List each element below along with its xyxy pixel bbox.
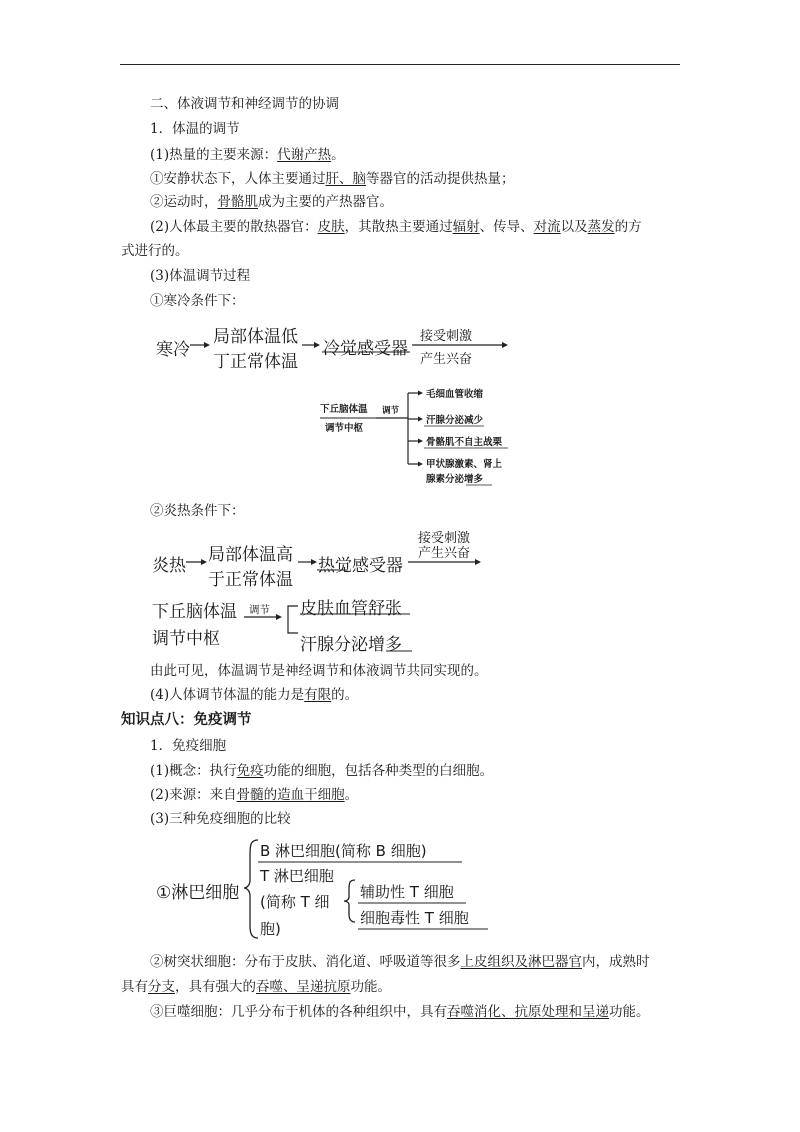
lymphocyte-main: ①淋巴细胞 <box>156 883 240 903</box>
cold-condition-1: 局部体温低 <box>213 327 298 347</box>
heading-temperature: 1．体温的调节 <box>150 121 240 137</box>
hot-start: 炎热 <box>152 556 186 576</box>
paragraph-exercise: ②运动时，骨骼肌成为主要的产热器官。 <box>150 194 393 210</box>
paragraph-dendritic-1: ②树突状细胞：分布于皮肤、消化道、呼吸道等很多上皮组织及淋巴器官内，成熟时 <box>150 954 650 970</box>
hot-condition-2: 于正常体温 <box>208 570 293 590</box>
section-title: 二、体液调节和神经调节的协调 <box>150 96 339 112</box>
paragraph-heat-source: (1)热量的主要来源：代谢产热。 <box>150 147 345 163</box>
cold-condition-label: ①寒冷条件下： <box>150 293 245 309</box>
cold-regulate-label: 调节 <box>382 406 400 416</box>
paragraph-source: (2)来源：来自骨髓的造血干细胞。 <box>150 787 359 803</box>
cold-center-1: 下丘脑体温 <box>320 404 368 415</box>
hot-receptor: 热觉感受器 <box>318 556 403 576</box>
cold-condition-2: 丁正常体温 <box>213 352 298 372</box>
conclusion-text: 由此可见，体温调节是神经调节和体液调节共同实现的。 <box>150 663 488 679</box>
paragraph-heat-loss: (2)人体最主要的散热器官：皮肤，其散热主要通过辐射、传导、对流以及蒸发的方 <box>150 219 642 235</box>
hot-regulate-label: 调节 <box>249 604 270 616</box>
t-cell-label-2: (简称 T 细 <box>260 893 330 911</box>
cold-response-3: 骨骼肌不自主战栗 <box>426 437 503 448</box>
cold-arrow-bottom: 产生兴奋 <box>420 352 473 367</box>
cold-arrow-top: 接受刺激 <box>420 329 473 344</box>
cytotoxic-t-cell: 细胞毒性 T 细胞 <box>360 909 469 927</box>
paragraph-dendritic-2: 具有分支，具有强大的吞噬、呈递抗原功能。 <box>121 979 391 995</box>
paragraph-rest: ①安静状态下，人体主要通过肝、脑等器官的活动提供热量； <box>150 171 515 187</box>
paragraph-comparison: (3)三种免疫细胞的比较 <box>150 811 291 827</box>
hot-condition-1: 局部体温高 <box>208 545 293 565</box>
knowledge-point-title: 知识点八：免疫调节 <box>121 712 252 728</box>
paragraph-heat-loss-cont: 式进行的。 <box>121 243 189 259</box>
hot-response-1: 皮肤血管舒张 <box>300 599 402 619</box>
cold-center-2: 调节中枢 <box>325 423 364 434</box>
cold-response-4b: 腺素分泌增多 <box>426 474 484 485</box>
cold-response-1: 毛细血管收缩 <box>426 389 484 400</box>
paragraph-process: (3)体温调节过程 <box>150 268 251 284</box>
hot-center-1: 下丘脑体温 <box>152 602 237 622</box>
cold-start: 寒冷 <box>156 340 190 360</box>
t-cell-label-1: T 淋巴细胞 <box>260 867 334 885</box>
hot-condition-label: ②炎热条件下： <box>150 503 245 519</box>
helper-t-cell: 辅助性 T 细胞 <box>360 883 454 901</box>
b-cell-label: B 淋巴细胞(简称 B 细胞) <box>260 842 427 860</box>
paragraph-concept: (1)概念：执行免疫功能的细胞，包括各种类型的白细胞。 <box>150 763 494 779</box>
cold-response-2: 汗腺分泌减少 <box>426 415 484 426</box>
t-cell-label-3: 胞) <box>260 920 281 938</box>
hot-center-2: 调节中枢 <box>152 629 220 649</box>
paragraph-macrophage: ③巨噬细胞：几乎分布于机体的各种组织中，具有吞噬消化、抗原处理和呈递功能。 <box>150 1004 650 1020</box>
heading-immune-cells: 1．免疫细胞 <box>150 738 227 754</box>
hot-response-2: 汗腺分泌增多 <box>300 635 402 655</box>
cold-receptor: 冷觉感受器 <box>323 339 408 359</box>
paragraph-limited: (4)人体调节体温的能力是有限的。 <box>150 687 359 703</box>
cold-response-4a: 甲状腺激素、肾上 <box>426 459 503 470</box>
hot-arrow-bottom: 产生兴奋 <box>418 546 471 561</box>
hot-arrow-top: 接受刺激 <box>418 531 471 546</box>
